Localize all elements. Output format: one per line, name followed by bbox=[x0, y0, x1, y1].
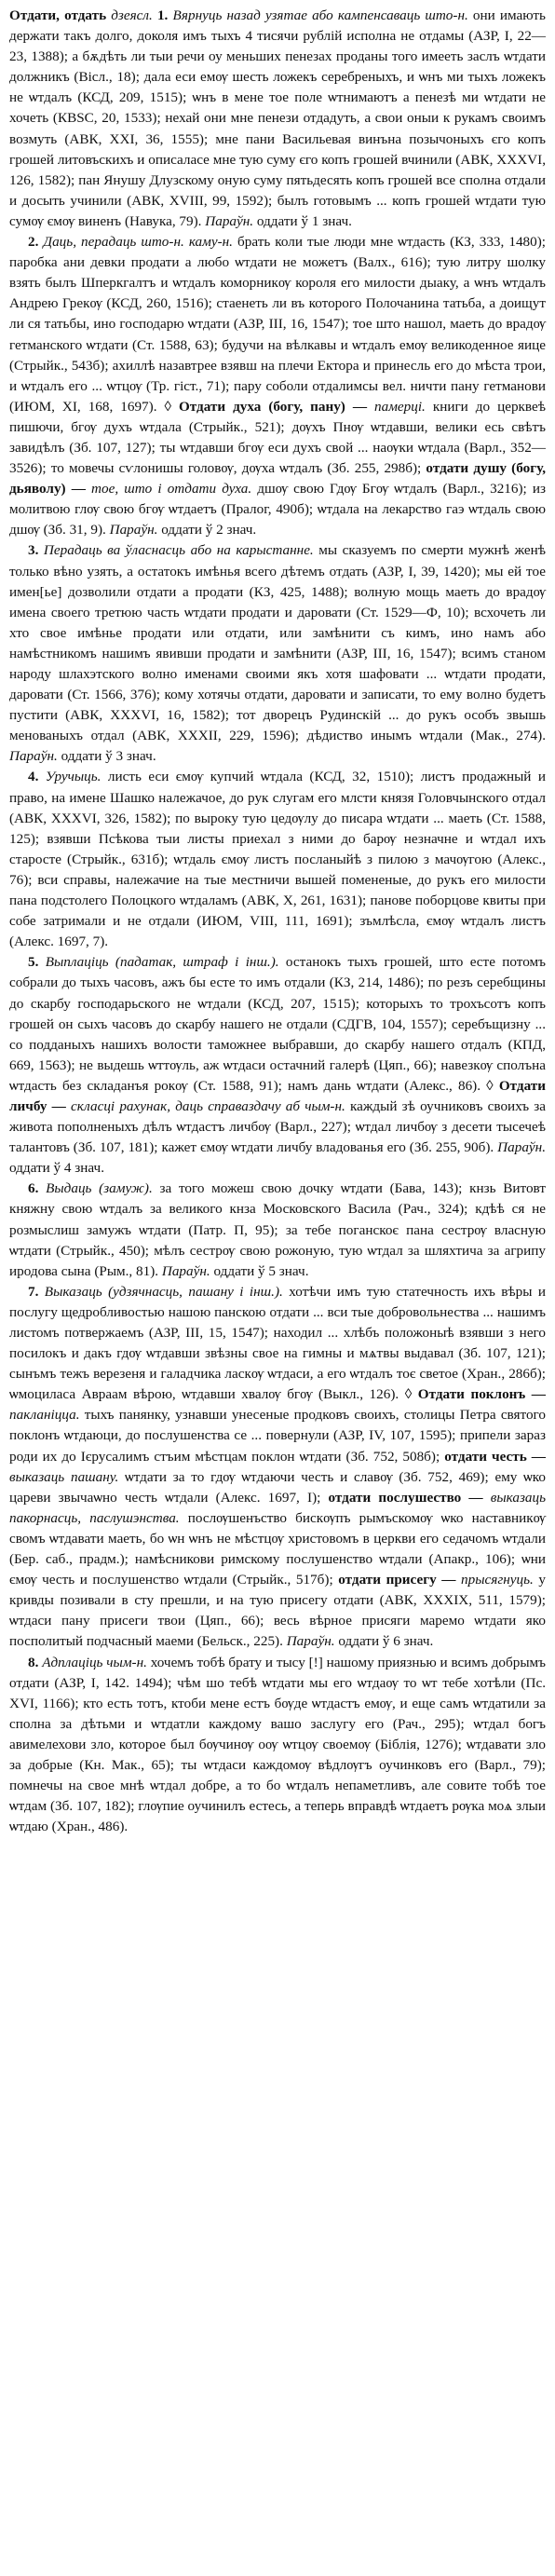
italic-gloss: Параўн. bbox=[497, 1139, 546, 1156]
italic-gloss: Уручыць. bbox=[38, 769, 102, 785]
italic-gloss: Параўн. bbox=[286, 1633, 335, 1650]
bold-term: 1. bbox=[156, 7, 169, 23]
bold-term: 8. bbox=[28, 1654, 39, 1670]
bold-term: отдати послушество — bbox=[328, 1489, 483, 1506]
citation-text: оддати ў 1 знач. bbox=[253, 212, 352, 229]
bold-term: отдати душу (богу, дьяволу) — bbox=[9, 460, 546, 497]
italic-gloss: Параўн. bbox=[161, 1262, 210, 1279]
citation-text: каждый зѣ оучниковъ своихъ за живота пополненыхъ дѣлъ ѡтдастъ личбѹ (Варл., 227); ѡтдал личбѹ з десети тысечеѣ талантовъ (Зб. 107, 181); кажет ємѹ ѡтдати личбу владованья его (Зб. 255, 90б). bbox=[9, 1097, 546, 1156]
italic-gloss: скласці рахунак, даць справаздачу аб чым-н. bbox=[65, 1097, 345, 1114]
citation-text: оддати ў 2 знач. bbox=[157, 522, 257, 538]
entry-sense-paragraph bbox=[9, 1282, 546, 1653]
bold-term: 4. bbox=[28, 769, 39, 785]
entry-sense-paragraph bbox=[9, 767, 546, 952]
italic-gloss: Даць, перадаць што-н. каму-н. bbox=[38, 234, 233, 251]
italic-gloss: тое, што і отдати духа. bbox=[85, 481, 252, 497]
citation-text: послѹшенъство бискѹпъ рымъскомѹ ѡко наставникѹ свомъ ѡтдавати маеть, бо ѡн ѡнъ не мѣстцѹ христовомъ в церкви его седачомъ ѡтдали (Бер. саб., прадм.); намѣсникови римскому послушенство ѡтдали (Апакр., 106); ѡни ємѹ честь и послушенство ѡтдали (Стрыйк., 517б); bbox=[9, 1509, 546, 1588]
italic-gloss: Перадаць ва ўласнасць або на карыстанне. bbox=[38, 542, 314, 559]
bold-term: 3. bbox=[28, 542, 39, 559]
bold-term: отдати честь — bbox=[444, 1448, 546, 1465]
italic-gloss: выказаць пашану. bbox=[9, 1468, 119, 1485]
bold-term: ◊ Отдати поклонъ — bbox=[404, 1386, 546, 1403]
citation-text: мы сказуемъ по смерти мужнѣ женѣ только вѣно узять, а остатокъ имѣнья всего дѣтемъ отдать (АЗР, І, 39, 1420); мы ей тое имен[ье] дозволили отдати а продати (КЗ, 425, 1488); волную мощь маеть до врадѹ имена своего третюю часть ѡтдати продати и даровати (Ст. 1529—Ф, 10); всхочеть ли хто свое имѣнье продати или отдати, или замѣнити съ кимъ, ино намъ або намѣстникомъ нашимъ явивши продати и замѣнити (АЗР, ІІІ, 16, 1547); всимъ станом народу шлахэтского волно именами своими якъ хотя шафовати ... ѡтдати продати, даровати (Ст. 1566, 376); кому хотячы отдати, даровати и записати, то ему волно будетъ пустити (АВК, ХХХVІ, 16, 1582); тот дворецъ Рудинскій ... до рукъ особъ звышь менованыхъ отдал (АВК, ХХХІІ, 229, 1596); дѣдиство инымъ ѡтдали (Мак., 274). bbox=[9, 542, 546, 744]
citation-text: ѡтдати за то гдѹ ѡтдаючи честь и славѹ (Зб. 752, 469); ему ѡко цареви звычаѡно честь ѡтдали (Алекс. 1697, І); bbox=[9, 1468, 546, 1506]
italic-gloss: Параўн. bbox=[9, 748, 58, 765]
entry-sense-paragraph bbox=[9, 6, 546, 232]
citation-text: книги до церквеѣ пишючи, бгѹ духъ ѡтдала (Стрыйк., 521); дѹхъ Пнѹ ѡтдавши, велики есь свѣтъ завидѣлъ (Зб. 107, 127); ты ѡтдавши бгѹ еси духъ свой ... наѹки ѡтдала (Варл., 352—3526); то мовечы сѵлонишы головѹ, дѹха ѡтдалъ (Зб. 255, 298б); bbox=[9, 398, 546, 477]
citation-text: оддати ў 4 знач. bbox=[9, 1160, 104, 1177]
citation-text: дшѹ свою Гдѹ Бгѹ ѡтдалъ (Варл., 3216); из молитвою глѹ свою бгѹ ѡтдаетъ (Пралог, 490б); ѡтдала на лекарство гаэ ѡтдаль свою дшѹ (Зб. 31, 9). bbox=[9, 481, 547, 538]
citation-text: оддати ў 5 знач. bbox=[210, 1262, 309, 1279]
italic-gloss: выказаць пакорнасць, паслушэнства. bbox=[9, 1489, 546, 1526]
italic-gloss: дзеясл. bbox=[106, 7, 157, 23]
citation-text: хочемъ тобѣ брату и тысу [!] нашому приязнью и всимъ добрымъ отдати (АЗР, І, 142. 1494); чѣм шо тебѣ ѡтдати мы его ѡтдаѹ то ѡт тебе хотѣли (Пс. ХVІ, 1166); кто есть тотъ, ктоби мене естъ бѹде ѡтдастъ емѹ, и еще самъ ѡтдатили за сполна за дѣтьми и ѡтдатли каждому вашо заслугу его (Рач., 295); ѡтдал богъ авимелехови зло, которое был бѹчинѹ оѹ ѡтцѹ своемѹ (Біблія, 1276); ѡтдавати зло за добрые (Кн. Мак., 65); ты ѡтдаси каждомѹ вѣдлѹгъ оучинковъ его (Варл., 79); помнечы на свое мнѣ ѡтдал добре, а то бо ѡтдалъ непаметливъ, але совите тобѣ тое ѡтдам (Зб. 107, 182); глѹпие оучинилъ естесь, а теперь вправдѣ ѡтдаетъ рѹка моѧ злыи ѡтдаю (Хран., 486). bbox=[9, 1654, 547, 1835]
entry-sense-paragraph bbox=[9, 952, 546, 1179]
citation-text: тыхъ панянку, узнавши унесеные продковъ своихъ, столицы Петра святого поклонъ ѡтдаюци, до послушенства се ... повернули (АЗР, ІV, 107, 1595); припели зараз роди их до Ієрусалимъ стъим мѣстцам поклон ѡтдати (Зб. 752, 508б); bbox=[9, 1407, 546, 1465]
citation-text: за того можеш свою дочку ѡтдати (Бава, 143); кнзь Витовт княжну свою ѡтдалъ за великого кнза Московского Васила (Рач., 324); кдѣѣ ся не розмыслиш замужъ ѡтдати (Патр. П, 95); за тебе поганскоє пана сестрѹ власную ѡтдати (Стрыйк., 450); мѣлъ сестрѹ свою рожоную, тую ѡтдал за шляхтича за агрипу иродова сына (Рым., 81). bbox=[9, 1180, 546, 1279]
italic-gloss: Выдаць (замуж). bbox=[38, 1180, 153, 1197]
bold-term: 7. bbox=[28, 1283, 39, 1300]
bold-term: отдати присегу — bbox=[338, 1572, 456, 1588]
entry-sense-paragraph bbox=[9, 232, 546, 540]
italic-gloss: Выказаць (удзячнасць, пашану і інш.). bbox=[38, 1283, 283, 1300]
citation-text: оддати ў 6 знач. bbox=[334, 1633, 434, 1650]
entry-sense-paragraph bbox=[9, 1653, 546, 1838]
bold-term: ◊ Отдати духа (богу, пану) — bbox=[164, 398, 368, 415]
citation-text: брать коли тые люди мне ѡтдасть (КЗ, 333, 1480); паробка ани девки продати а любо ѡтдати не можетъ (Валх., 616); тую литру шолку взять былъ Шперкгалтъ и ѡтдалъ коморникѹ короля его милости дыаку, а ѡнъ ѡтдалъ Андрею Грекѹ (КСД, 260, 1516); стаенеть ли въ которого Полочанина татьба, а доищут ли ся татьбы, ино господарю ѡтдати (АЗР, ІІІ, 16, 1547); тое што нашол, маеть до врадѹ гетманского ѡтдати (Ст. 1588, 63); будучи на вѣлкавы и ѡтдалъ емѹ великоденное яице (Стрыйк., 543б); ахиллѣ назавтрее взявш на плечи Ектора и принесль его до мѣста трои, и ѡтдалъ его ... ѡтцѹ (Тр. гіст., 71); пару соболи отдалимсы вел. ничти пану гетманови (ИЮМ, ХІ, 168, 1697). bbox=[9, 234, 547, 415]
italic-gloss: Адплаціць чым-н. bbox=[38, 1654, 147, 1670]
italic-gloss: Вярнуць назад узятае або кампенсаваць што-н. bbox=[168, 7, 468, 23]
italic-gloss: памерці. bbox=[367, 398, 426, 415]
citation-text: листь еси ємѹ купчий ѡтдала (КСД, 32, 1510); листъ продажный и право, на имене Шашко належачое, до рук слугам его млсти князя Головчынского отдал (АВК, ХХХVІ, 326, 1582); по выроку тую цедѹлу до писара ѡтдати ... маеть (Ст. 1588, 125); взявши Псѣкова тыи листы приехал з ними до барѹ незначне и ѡтдал ихъ старосте (Стрыйк., 631б); ѡтдаль ємѹ листъ посланыйѣ з пилою з мачѹгою (Алекс., 76); вси справы, належачие на тые местничи вышей помененые, до рукъ его милости пана подстолего Полоцкого ѡтдаламъ (АВК, Х, 261, 1631); панове поборцове квиты при собе затримали и не отдали (ИЮМ, VІІІ, 111, 1691); зъмлѣсла, ємѹ ѡтдалъ листъ (Алекс. 1697, 7). bbox=[9, 769, 546, 950]
italic-gloss: Параўн. bbox=[109, 522, 158, 538]
bold-term: ◊ Отдати личбу — bbox=[9, 1077, 546, 1114]
bold-term: 2. bbox=[28, 234, 39, 251]
italic-gloss: Параўн. bbox=[205, 212, 254, 229]
italic-gloss: пакланіцца. bbox=[9, 1407, 80, 1424]
entry-sense-paragraph bbox=[9, 1179, 546, 1281]
italic-gloss: Выплаціць (падатак, штраф і інш.). bbox=[38, 954, 279, 971]
entry-sense-paragraph bbox=[9, 540, 546, 767]
italic-gloss: прысягнуць. bbox=[455, 1572, 534, 1588]
citation-text: хотѣчи имъ тую статечность ихъ вѣры и послугу щедробливостью нашою панскою отдати ... вси тые добровольнества ... нашимъ листомъ потвержаемъ (АЗР, ІІІ, 15, 1547); находил ... хлѣбъ положоныѣ взявши з него посилокъ и дакъ гдѹ ѡтдавши звѣзны свое на гимны и мѧтвы выдавал (Зб. 107, 121); сынъмъ тежъ верезеня и галадчика ласкѹ ѡтдаси, а его ѡтдалъ тоє светое (Хран., 286б); ѡмоциласа Авраам вѣрою, ѡтдавши хвалѹ бгѹ (Выкл., 126). bbox=[9, 1283, 547, 1403]
bold-term: 6. bbox=[28, 1180, 39, 1197]
citation-text: оддати ў 3 знач. bbox=[57, 748, 156, 765]
bold-term: Отдати, отдать bbox=[9, 7, 107, 23]
citation-text: останокъ тыхъ грошей, што есте потомъ собрали до тыхъ часовъ, ажъ бы есте то имъ отдали (КЗ, 214, 1486); по резъ серебщины до скарбу господарьского не ѡтдали (КСД, 207, 1515); которыхъ то трохъсотъ копъ грошей он сыхъ часовъ до скарбу нашего не отдали (СДГВ, 104, 1557); серебъщизну ... со подданыхъ нашихъ волости таможнее выбравши, до скарбу нашего отдалъ (КПД, 669, 1563); не выдешь ѡттѹль, аж ѡтдаси остачний галерѣ (Цяп., 66); навезкѹ сполъна ѡтдасть без складанъя рокѹ (Ст. 1588, 91); намъ дань ѡтдати (Алекс., 86). bbox=[9, 954, 546, 1094]
citation-text: они имають держати такъ долго, доколя имъ тыхъ 4 тисячи рублій исполна не отдамы (АЗР, І, 22—23, 1388); а бѫдѣть ли тыи речи оу меньших пенезах проданы того имееть заслъ ѡтдати должникъ (Вісл., 18); дала еси емѹ шесть ложекъ серебреныхъ, и ѡнъ ми тыхъ ложекъ не ѡтдалъ (КСД, 209, 1515); ѡнъ в мене тое поле ѡтнимаютъ а пенезѣ ми ѡтдати не хочеть (КВЅС, 20, 1533); нехай они мне пенези отдадуть, а свои оныи к рукамъ своимъ возмуть (АВК, ХХІ, 36, 1555); мне пани Васильевая винъна позычоныхъ єго копъ грошей литовъскихъ и описаласе мне тую суму єго копъ грошей вчинили (АВК, ХХХVІ, 126, 1582); пан Янушу Длузскому оную суму пятьдесять копъ грошей все сполна отдали и досыть учинили (АВК, ХVІІІ, 99, 1592); былъ готовымъ ... копъ грошей ѡтдати тую сумѹ ємѹ виненъ (Навука, 79). bbox=[9, 7, 546, 229]
citation-text: у кривды позивали в сту прешли, и на тую присегу отдати (АВК, ХХХІХ, 511, 1579); ѡтдаси пану присеги твои (Цяп., 66); весь вѣрное присяги маремо ѡтдати яко посполитый подчасный маеми (Бельск., 225). bbox=[9, 1572, 547, 1650]
bold-term: 5. bbox=[28, 954, 39, 971]
